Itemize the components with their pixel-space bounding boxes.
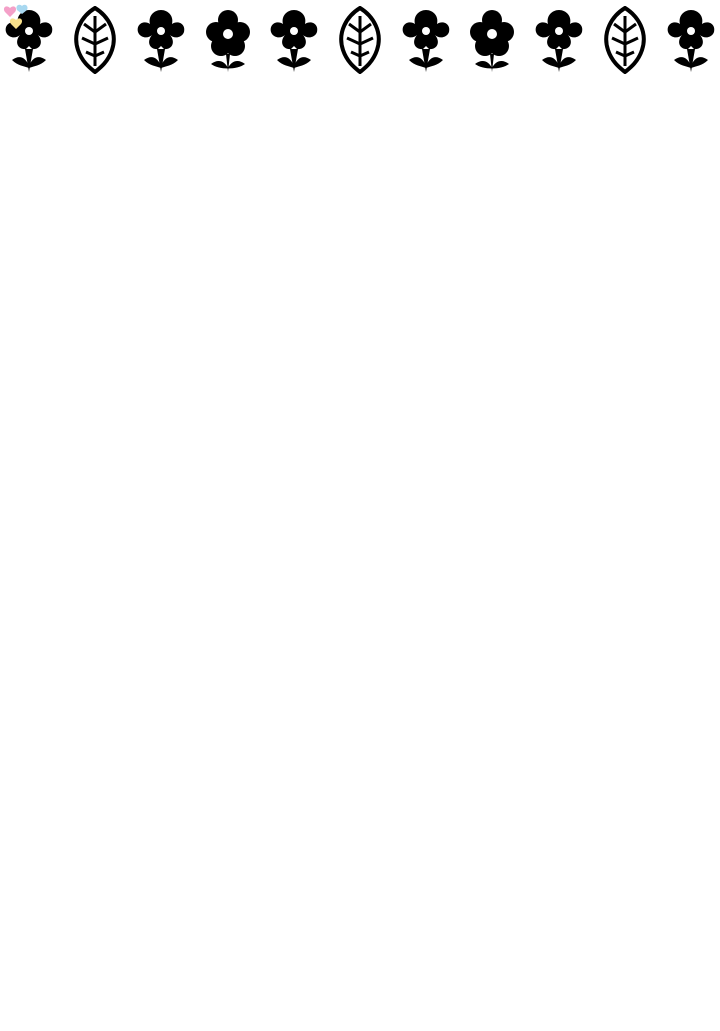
katabami-crest-icon [664, 6, 718, 74]
katabami-crest-icon [532, 6, 586, 74]
heart-mark-icon [2, 2, 32, 36]
leaf-crest-icon [598, 6, 652, 74]
leaf-crest-icon [68, 6, 122, 74]
katabami-crest-icon [134, 6, 188, 74]
top-crest-border [0, 0, 720, 80]
katabami-crest-icon [267, 6, 321, 74]
katabami-crest-icon [399, 6, 453, 74]
flower-crest-icon [201, 6, 255, 74]
afterword-body [30, 208, 690, 252]
flower-crest-icon [465, 6, 519, 74]
leaf-crest-icon [333, 6, 387, 74]
